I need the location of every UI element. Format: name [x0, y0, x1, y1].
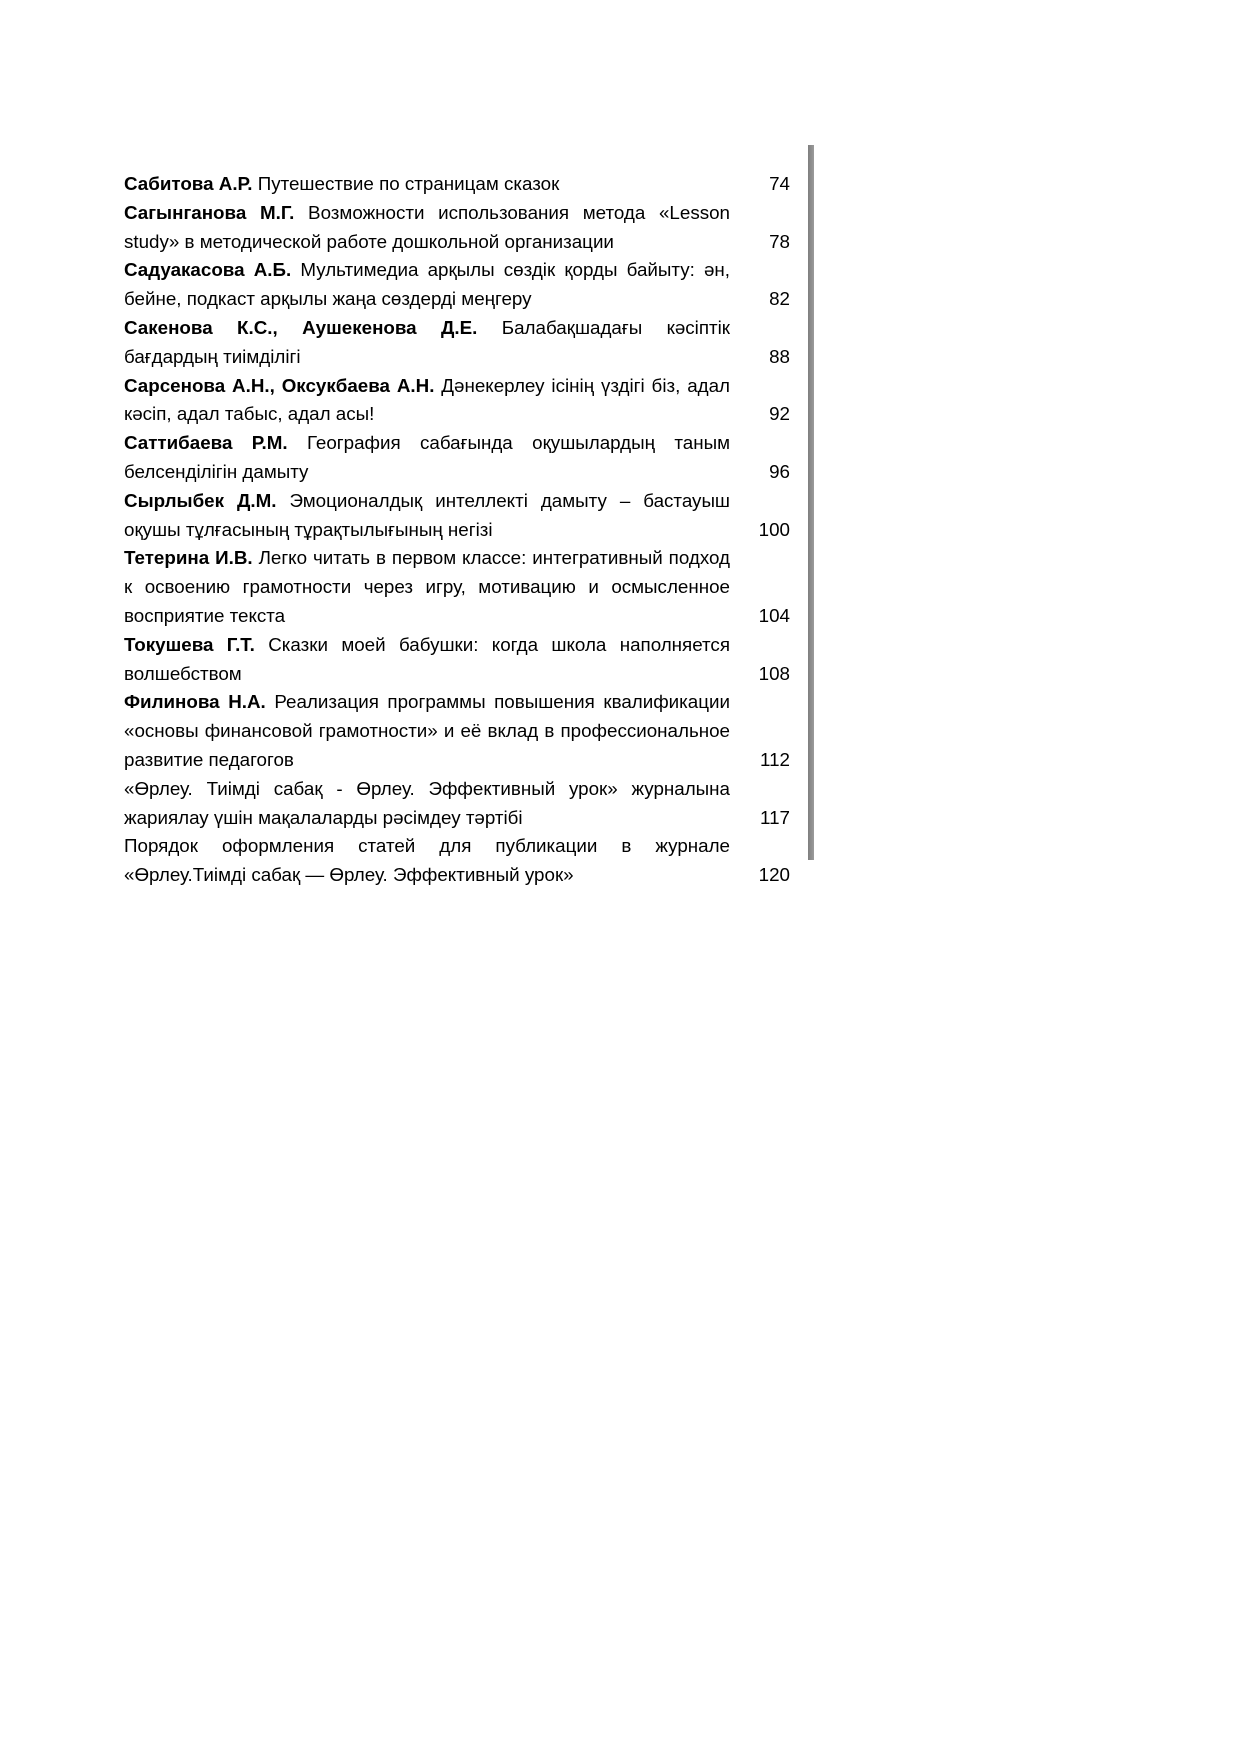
entry-page-number: 82 — [769, 288, 790, 310]
entry-page-number: 92 — [769, 403, 790, 425]
toc-entry — [124, 832, 790, 890]
entry-text — [124, 487, 730, 545]
entry-title: Дәнекерлеу ісінің үздігі біз, адал кәсіп, адал табыс, адал асы! — [124, 374, 730, 425]
toc-entry — [124, 372, 790, 430]
entry-title: Возможности использования метода «Lesson study» в методической работе дошкольной организации — [124, 201, 730, 252]
entry-title: Путешествие по страницам сказок — [257, 173, 560, 194]
entry-title: Порядок оформления статей для публикации в журнале «Өрлеу.Тиімді сабақ — Өрлеу. Эффективный урок» — [124, 835, 730, 886]
entry-title: «Өрлеу. Тиімді сабақ - Өрлеу. Эффективный урок» журналына жариялау үшін мақалаларды рәсімдеу тәртібі — [124, 777, 730, 828]
entry-title: Эмоционалдық интеллекті дамыту – бастауыш оқушы тұлғасының тұрақтылығының негізі — [124, 489, 731, 540]
entry-title: Сказки моей бабушки: когда школа наполняется волшебством — [124, 633, 730, 684]
entry-text — [124, 314, 730, 372]
entry-page-number: 88 — [769, 345, 790, 367]
entry-author: Сакенова К.С., Аушекенова Д.Е. — [124, 316, 478, 338]
entry-title: География сабағында оқушылардың таным белсенділігін дамыту — [124, 432, 731, 482]
table-of-contents — [124, 170, 790, 890]
toc-entry — [124, 199, 790, 257]
entry-author: Сабитова А.Р. — [124, 173, 253, 194]
entry-page-number: 100 — [758, 518, 790, 540]
entry-page-number: 104 — [758, 604, 790, 626]
entry-title: Легко читать в первом классе: интегративный подход к освоению грамотности через игру, мотивацию и осмысленное восприятие текста — [124, 547, 730, 626]
entry-author: Садуакасова А.Б. — [124, 259, 292, 281]
entry-text — [124, 544, 730, 630]
entry-text — [124, 775, 730, 833]
entry-text — [124, 429, 730, 487]
entry-text — [124, 631, 730, 689]
toc-entry — [124, 775, 790, 833]
entry-text — [124, 199, 730, 257]
toc-entry — [124, 170, 790, 199]
entry-text — [124, 372, 730, 430]
entry-text — [124, 256, 730, 314]
entry-page-number: 78 — [769, 230, 790, 252]
entry-author: Сырлыбек Д.М. — [124, 489, 277, 511]
entry-page-number: 74 — [769, 173, 790, 194]
entry-author: Сагынганова М.Г. — [124, 201, 295, 223]
entry-author: Саттибаева Р.М. — [124, 432, 288, 454]
entry-title: Балабақшадағы кәсіптік бағдардың тиімділігі — [124, 316, 730, 367]
toc-entry — [124, 544, 790, 630]
entry-text — [124, 832, 730, 890]
entry-page-number: 120 — [758, 864, 790, 886]
entry-author: Филинова Н.А. — [124, 691, 266, 713]
entry-author: Сарсенова А.Н., Оксукбаева А.Н. — [124, 374, 435, 396]
entry-text — [124, 688, 730, 774]
entry-author: Тетерина И.В. — [124, 547, 253, 569]
entry-page-number: 117 — [760, 806, 790, 828]
toc-entry — [124, 631, 790, 689]
toc-entry — [124, 487, 790, 545]
entry-author: Токушева Г.Т. — [124, 633, 255, 655]
entry-page-number: 108 — [758, 662, 790, 684]
entry-title: Реализация программы повышения квалификации «основы финансовой грамотности» и её вклад в профессиональное развитие педагогов — [124, 691, 730, 770]
toc-entry — [124, 429, 790, 487]
entry-page-number: 96 — [769, 460, 790, 482]
entry-text — [124, 170, 730, 199]
vertical-divider-line — [808, 145, 814, 860]
toc-entry — [124, 688, 790, 774]
entry-title: Мультимедиа арқылы сөздік қорды байыту: ән, бейне, подкаст арқылы жаңа сөздерді меңгеру — [124, 259, 731, 310]
toc-entry — [124, 314, 790, 372]
toc-entry — [124, 256, 790, 314]
entry-page-number: 112 — [760, 748, 790, 770]
